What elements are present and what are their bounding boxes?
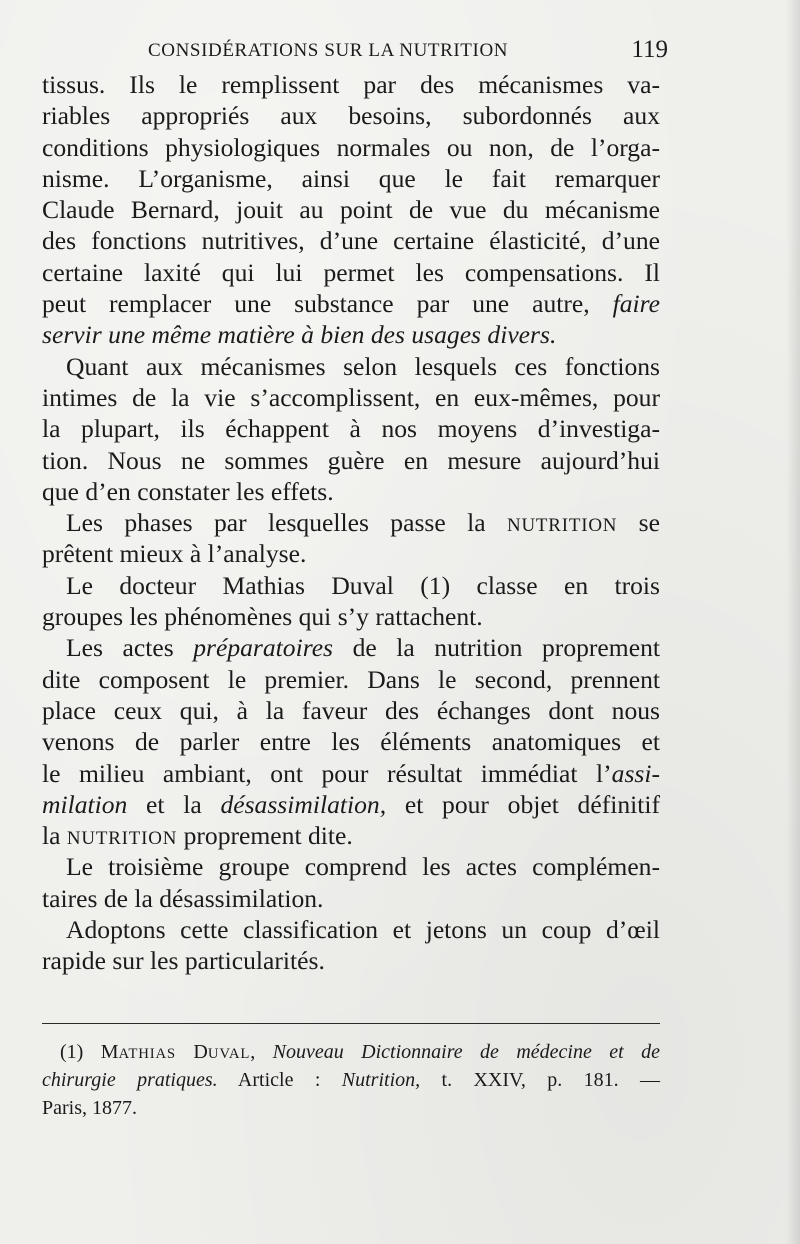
text-run: peut remplacer une substance par une autre, [42,289,590,319]
footnote-author: MATHIAS DUVAL, [100,1041,256,1063]
text-line [42,507,660,538]
footnote-article-label: Article : [237,1069,321,1091]
text-run: Les phases par lesquelles passe la [66,508,486,538]
italic-run: préparatoires [193,633,334,663]
text-line: Adoptons cette classification et jetons un coup d’œil [66,915,660,945]
text-line: Claude Bernard, jouit au point de vue du mécanisme [42,195,660,225]
text-line: rapide sur les particularités. [42,946,325,976]
page-number: 119 [631,36,668,63]
footnote-article-title: Nutrition, [341,1069,421,1091]
small-caps-run: NUTRITION [66,828,178,850]
text-line: conditions physiologiques normales ou non, de l’orga- [42,132,660,162]
page-edge-shadow [786,0,800,1244]
text-line: des fonctions nutritives, d’une certaine élasticité, d’une [42,226,660,256]
footnote-line [42,1038,660,1066]
footnote-title: Nouveau Dictionnaire de médecine et de [272,1041,660,1063]
text-line: dite composent le premier. Dans le second, prennent [42,664,660,694]
text-line [42,632,660,663]
footnote-line [42,1066,660,1094]
text-run: la [42,821,61,851]
text-run: et la [146,789,202,819]
text-line: taires de la désassimilation. [42,883,324,913]
text-line [42,288,660,319]
text-line: tissus. Ils le remplissent par des mécanismes va- [42,70,660,99]
text-run: Les actes [66,633,174,663]
text-line [42,820,660,851]
text-line [42,789,660,820]
text-run: et pour objet définitif [404,789,660,819]
italic-run: désassimilation, [220,789,387,819]
text-line: intimes de la vie s’accomplissent, en eux-mêmes, pour [42,382,660,412]
text-line [42,319,660,350]
text-run: proprement dite. [183,821,353,851]
italic-run: milation [42,789,128,819]
small-caps-run: NUTRITION [506,515,618,537]
italic-run: faire [612,289,661,319]
text-line: Le troisième groupe comprend les actes complémen- [66,852,660,882]
text-run: se [638,508,660,538]
footnote-marker: (1) [60,1041,84,1063]
text-line: prêtent mieux à l’analyse. [42,539,307,569]
text-line: la plupart, ils échappent à nos moyens d’investiga- [42,414,660,444]
text-line: Quant aux mécanismes selon lesquels ces fonctions [66,351,660,381]
running-header [148,36,668,66]
text-line: tion. Nous ne sommes guère en mesure aujourd’hui [42,445,660,475]
footnote-rule [42,1023,660,1024]
text-line: nisme. L’organisme, ainsi que le fait remarquer [42,163,660,193]
running-title: CONSIDÉRATIONS SUR LA NUTRITION [148,40,509,61]
italic-run: assi- [611,758,660,788]
footnote [42,1038,660,1122]
footnote-line: Paris, 1877. [42,1097,137,1119]
text-line [42,758,660,789]
text-line: groupes les phénomènes qui s’y rattachent. [42,602,483,632]
text-line: que d’en constater les effets. [42,476,334,506]
italic-run: servir une même matière à bien des usages divers. [42,320,557,350]
text-line: Le docteur Mathias Duval (1) classe en trois [66,570,660,600]
text-line: place ceux qui, à la faveur des échanges dont nous [42,695,660,725]
text-run: de la nutrition proprement [352,633,660,663]
text-line: venons de parler entre les éléments anatomiques et [42,727,660,757]
footnote-title-cont: chirurgie pratiques. [42,1069,218,1091]
text-line: certaine laxité qui lui permet les compensations. Il [42,257,660,287]
body-text [42,69,660,977]
text-line: riables appropriés aux besoins, subordonnés aux [42,101,660,131]
footnote-volume: t. XXIV, p. 181. — [441,1069,661,1091]
text-run: le milieu ambiant, ont pour résultat immédiat l’ [42,758,612,788]
